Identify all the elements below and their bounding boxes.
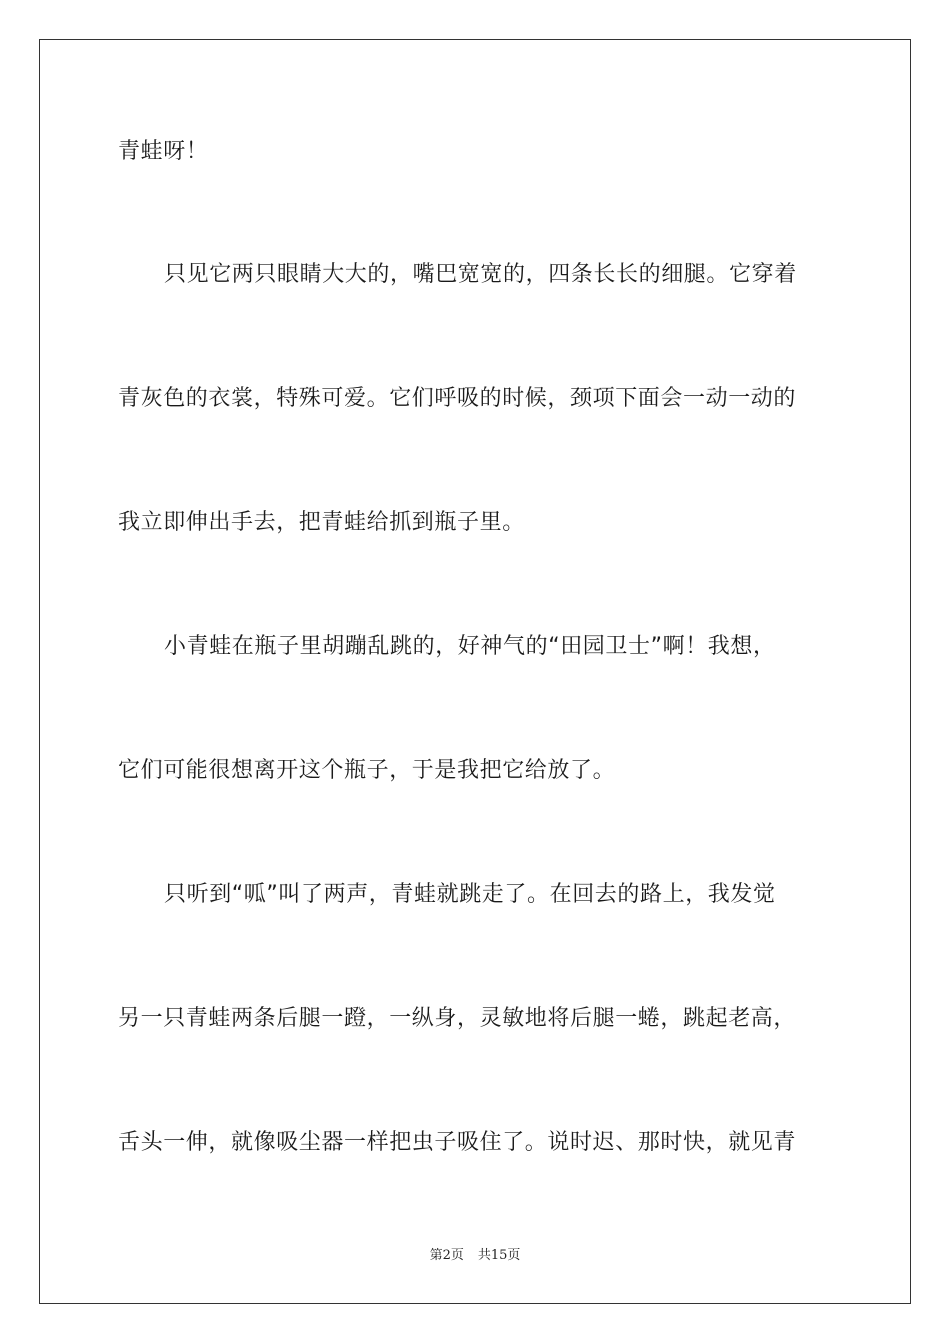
page-total: 共15页 <box>477 1248 521 1263</box>
paragraph-line: 只听到“呱”叫了两声，青蛙就跳走了。在回去的路上，我发觉 <box>164 882 776 907</box>
page-footer <box>0 1247 950 1265</box>
paragraph-line: 小青蛙在瓶子里胡蹦乱跳的，好神气的“田园卫士”啊！我想， <box>164 634 776 659</box>
paragraph-line: 只见它两只眼睛大大的，嘴巴宽宽的，四条长长的细腿。它穿着 <box>164 262 797 287</box>
text-line: 舌头一伸，就像吸尘器一样把虫子吸住了。说时迟、那时快，就见青 <box>118 1130 797 1155</box>
text-line: 青蛙呀！ <box>118 139 209 164</box>
page-border <box>39 39 911 1304</box>
text-line: 青灰色的衣裳，特殊可爱。它们呼吸的时候，颈项下面会一动一动的 <box>118 386 797 411</box>
text-line: 另一只青蛙两条后腿一蹬，一纵身，灵敏地将后腿一蜷，跳起老高， <box>118 1006 797 1031</box>
text-line: 它们可能很想离开这个瓶子，于是我把它给放了。 <box>118 758 616 783</box>
text-line: 我立即伸出手去，把青蛙给抓到瓶子里。 <box>118 510 525 535</box>
page-number: 第2页 <box>429 1248 464 1263</box>
